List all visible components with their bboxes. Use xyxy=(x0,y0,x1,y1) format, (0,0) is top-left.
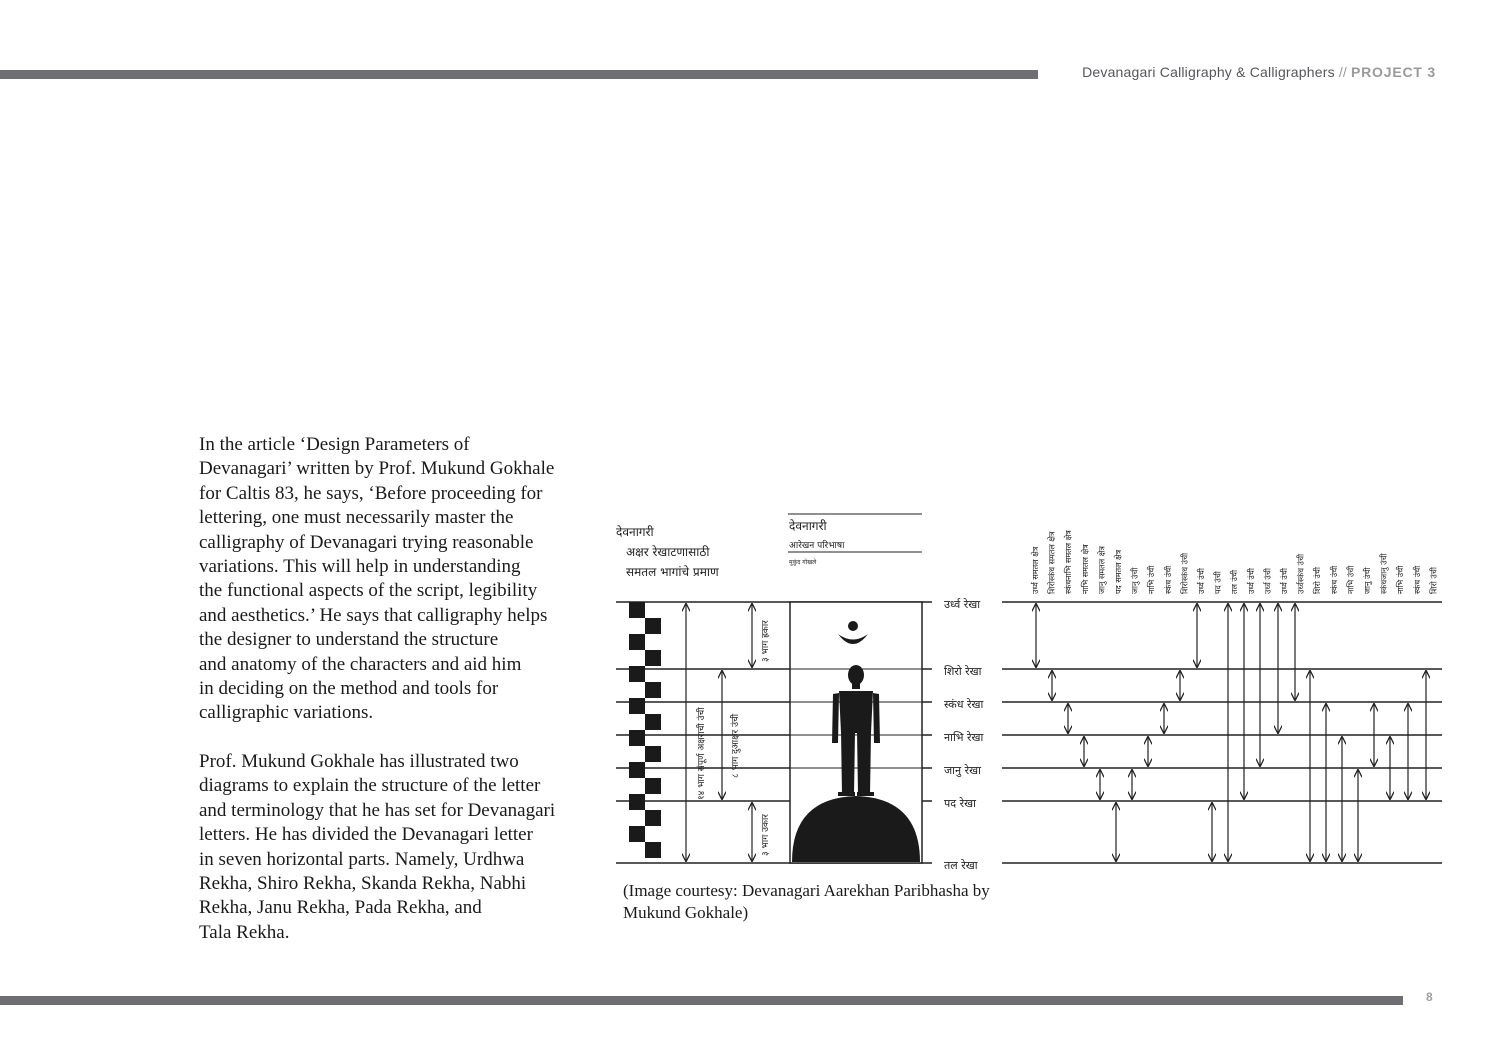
left-heading-line-3: समतल भागांचे प्रमाण xyxy=(626,565,719,579)
center-heading-line-2: आरेखन परिभाषा xyxy=(789,541,845,551)
column-label: नाभि उंची xyxy=(1147,565,1157,594)
center-heading-line-1: देवनागरी xyxy=(789,519,827,533)
measure-top: ३ भाग ह्रकार xyxy=(761,620,771,662)
checker-scale xyxy=(629,602,661,858)
running-header xyxy=(1082,64,1436,80)
label-urdhwa-rekha: उर्ध्व रेखा xyxy=(944,598,981,611)
measurement-labels xyxy=(695,620,771,856)
column-label: पद उंची xyxy=(1213,571,1223,594)
column-label: नाभि उंची xyxy=(1396,565,1406,594)
measurement-arrows xyxy=(686,604,752,861)
column-label: उर्ध्व उंची xyxy=(1246,568,1256,594)
image-caption: (Image courtesy: Devanagari Aarekhan Paribhasha by Mukund Gokhale) xyxy=(623,881,990,922)
label-janu-rekha: जानु रेखा xyxy=(944,764,981,777)
header-rule xyxy=(0,70,1038,79)
paragraph-2: Prof. Mukund Gokhale has illustrated two diagrams to explain the structure of the letter and terminology that he has set for Devanagari letters. He has divided the Devanagari letter in seven horizontal parts. Namely, Urdhwa Rekha, Shiro Rekha, Skanda Rekha, Nabhi Rekha, Janu Rekha, Pada Rekha, and Tala Rekha. xyxy=(199,750,556,943)
column-label: जानु उंची xyxy=(1363,567,1372,594)
column-label: जानु उंची xyxy=(1130,567,1140,594)
header-project: PROJECT 3 xyxy=(1351,64,1436,80)
label-shiro-rekha: शिरो रेखा xyxy=(944,665,982,678)
left-heading-line-1: देवनागरी xyxy=(616,525,654,539)
column-label: स्कंध उंची xyxy=(1412,565,1422,594)
column-label: स्कंधजानु उंची xyxy=(1379,553,1389,594)
center-heading-line-3: मुकुंद गोखले xyxy=(789,559,817,566)
column-label: नाभि उंची xyxy=(1346,565,1356,594)
left-heading xyxy=(616,525,719,579)
column-label: शिरो उंची xyxy=(1313,567,1323,594)
column-label: स्कंध उंची xyxy=(1163,565,1173,594)
devanagari-structure-diagram xyxy=(612,508,1446,878)
column-label: पद समतल क्षेत्र xyxy=(1114,549,1123,594)
column-label: शिरोस्कंध समतल क्षेत्र xyxy=(1047,531,1057,594)
label-pada-rekha: पद रेखा xyxy=(944,797,976,810)
footer-rule xyxy=(0,996,1403,1005)
column-label: उर्ध्व उंची xyxy=(1197,568,1206,594)
page-number: 8 xyxy=(1426,990,1433,1004)
body-text xyxy=(199,433,599,969)
column-label: उर्ध्व उंची xyxy=(1280,568,1289,594)
column-labels xyxy=(1030,530,1438,594)
column-label: शिरो उंची xyxy=(1429,567,1439,594)
bindu-dot xyxy=(848,621,858,631)
left-heading-line-2: अक्षर रेखाटणासाठी xyxy=(626,545,710,559)
column-label: उर्ध्वस्कंध उंची xyxy=(1296,553,1306,594)
label-nabhi-rekha: नाभि रेखा xyxy=(944,731,984,744)
label-skanda-rekha: स्कंध रेखा xyxy=(944,698,984,711)
measure-bottom: ३ भाग उकार xyxy=(761,814,771,856)
center-heading xyxy=(788,514,922,566)
column-label: उर्ध्व समतल क्षेत्र xyxy=(1031,546,1040,594)
column-label: जानु समतल क्षेत्र xyxy=(1097,546,1107,594)
column-label: स्कंध उंची xyxy=(1329,565,1339,594)
human-figure-frame xyxy=(790,602,922,863)
height-arrows xyxy=(1036,604,1426,861)
column-label: शिरोस्कंध उंची xyxy=(1180,552,1190,594)
measure-middle: ८ भाग दुआक्षर उंची xyxy=(731,713,741,778)
column-label: नाभि समतल क्षेत्र xyxy=(1080,544,1090,594)
paragraph-1: In the article ‘Design Parameters of Devanagari’ written by Prof. Mukund Gokhale for Caltis 83, he says, ‘Before proceeding for lettering, one must necessarily master the calligraphy of Devanagari trying reasonable variations. This will help in understanding the functional aspects of the script, legibility and aesthetics.’ He says that calligraphy helps the designer to understand the structure and anatomy of the characters and aid him in deciding on the method and tools for calligraphic variations. xyxy=(199,434,555,724)
header-title: Devanagari Calligraphy & Calligraphers xyxy=(1082,64,1335,80)
column-label: तल उंची xyxy=(1230,569,1240,594)
column-label: उर्ध्व उंची xyxy=(1263,568,1273,594)
measure-total: १४ भाग संपूर्ण अक्षराची उंची xyxy=(697,707,707,800)
header-separator: // xyxy=(1338,64,1347,80)
label-tala-rekha: तल रेखा xyxy=(944,859,978,872)
rekha-labels xyxy=(944,598,984,872)
column-label: स्कंधनाभि समतल क्षेत्र xyxy=(1064,530,1074,594)
